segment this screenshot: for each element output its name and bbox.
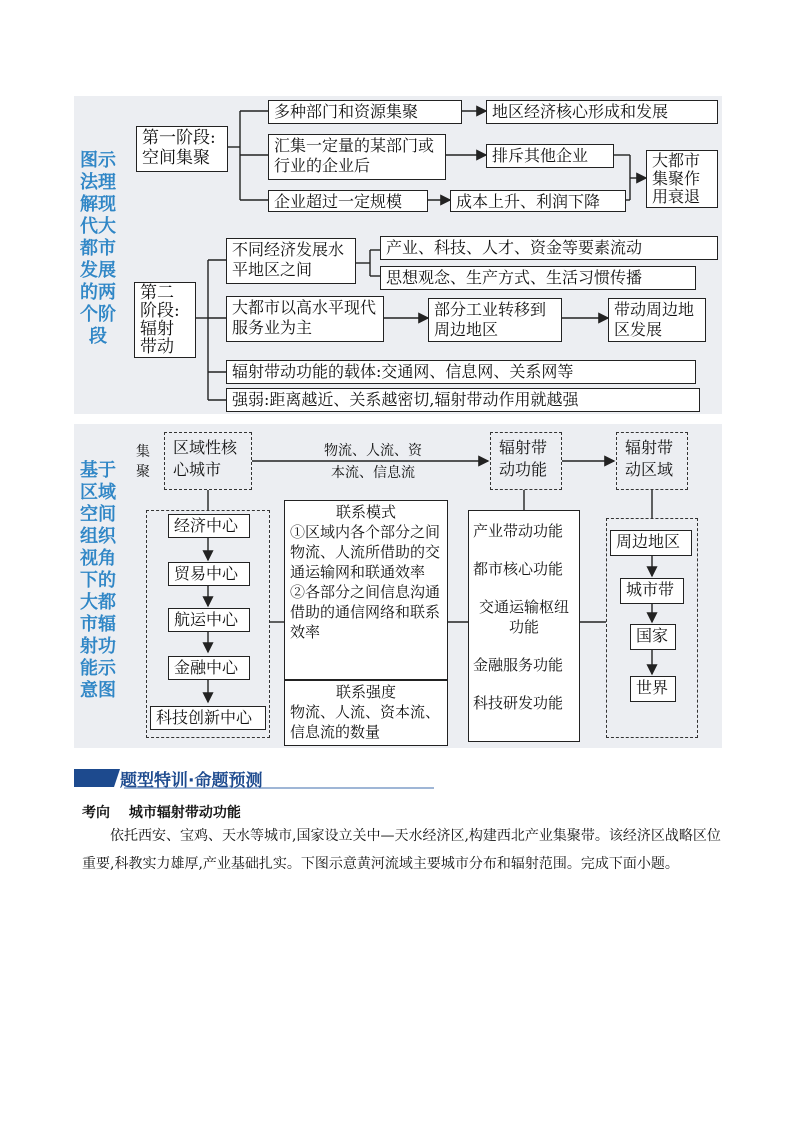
- radiation-func-box: 辐射带动功能: [490, 432, 562, 490]
- radiation-area-box: 辐射带动区域: [616, 432, 688, 490]
- function-finance: 金融服务功能: [473, 656, 564, 674]
- stage2-label: 第二阶段:辐射带动: [140, 283, 180, 357]
- s1-result-core: 地区经济核心形成和发展: [486, 100, 718, 124]
- center-tech: 科技创新中心: [150, 706, 266, 730]
- s1-item-gather: 汇集一定量的某部门或行业的企业后: [268, 134, 446, 180]
- mode-title: 联系模式: [335, 503, 396, 521]
- s1-item-concentration: 多种部门和资源集聚: [268, 100, 462, 124]
- s2-strength: 强弱:距离越近、关系越密切,辐射带动作用就越强: [226, 388, 700, 412]
- core-city-box: 区域性核心城市: [164, 432, 252, 490]
- s2-flow-1: 产业、科技、人才、资金等要素流动: [380, 236, 718, 260]
- center-finance: 金融中心: [168, 656, 250, 680]
- s2-carrier: 辐射带动功能的载体:交通网、信息网、关系网等: [226, 360, 696, 384]
- function-tech: 科技研发功能: [473, 694, 564, 712]
- stage2-box: [134, 282, 196, 358]
- flow-label: 物流、人流、资本流、信息流: [324, 443, 422, 481]
- s2-flow-2: 思想观念、生产方式、生活习惯传播: [380, 266, 696, 290]
- s2-transfer: 部分工业转移到周边地区: [428, 298, 562, 342]
- banner-title: 题型特训·命题预测: [120, 771, 263, 791]
- area-surrounding: 周边地区: [610, 530, 692, 556]
- area-world: 世界: [630, 676, 676, 702]
- topic-label: [82, 805, 241, 821]
- function-industry: 产业带动功能: [473, 522, 564, 540]
- mode-box: [284, 500, 448, 680]
- s1-result-exclude: 排斥其他企业: [486, 144, 614, 168]
- center-shipping: 航运中心: [168, 608, 250, 632]
- topic-title: 城市辐射带动功能: [128, 805, 241, 821]
- function-core: 都市核心功能: [473, 560, 564, 578]
- mode-text: ①区域内各个部分之间物流、人流所借助的交通运输网和联通效率 ②各部分之间信息沟通借助的通信网络和联系效率: [290, 523, 441, 641]
- strength-box: [284, 680, 448, 746]
- stage1-box: 第一阶段:空间集聚: [136, 126, 228, 172]
- section1-side-title: 图示法理解现代大都市发展的两个阶段: [80, 150, 116, 347]
- s1-result-cost: 成本上升、利润下降: [450, 190, 626, 212]
- s2-drive: 带动周边地区发展: [608, 298, 706, 342]
- jiju-label: 集聚: [136, 444, 150, 480]
- function-transport: 交通运输枢纽功能: [478, 598, 569, 636]
- area-country: 国家: [630, 624, 676, 650]
- s2-diff: 不同经济发展水平地区之间: [226, 238, 356, 284]
- topic-tag: 考向: [82, 805, 110, 821]
- section2-side-title: 基于区域空间组织视角下的大都市辐射功能示意图: [80, 460, 116, 701]
- functions-box: [468, 510, 580, 742]
- s1-end: 大都市集聚作用衰退: [646, 150, 718, 208]
- center-economy: 经济中心: [168, 514, 250, 538]
- question-paragraph: 依托西安、宝鸡、天水等城市,国家设立关中—天水经济区,构建西北产业集聚带。该经济区战略区位重要,科教实力雄厚,产业基础扎实。下图示意黄河流域主要城市分布和辐射范围。完成下面小题。: [82, 828, 721, 872]
- strength-title: 联系强度: [335, 683, 396, 701]
- area-city-belt: 城市带: [620, 578, 684, 604]
- strength-text: 物流、人流、资本流、信息流的数量: [290, 703, 441, 741]
- center-trade: 贸易中心: [168, 562, 250, 586]
- s1-item-scale: 企业超过一定规模: [268, 190, 428, 212]
- s2-service: 大都市以高水平现代服务业为主: [226, 296, 384, 342]
